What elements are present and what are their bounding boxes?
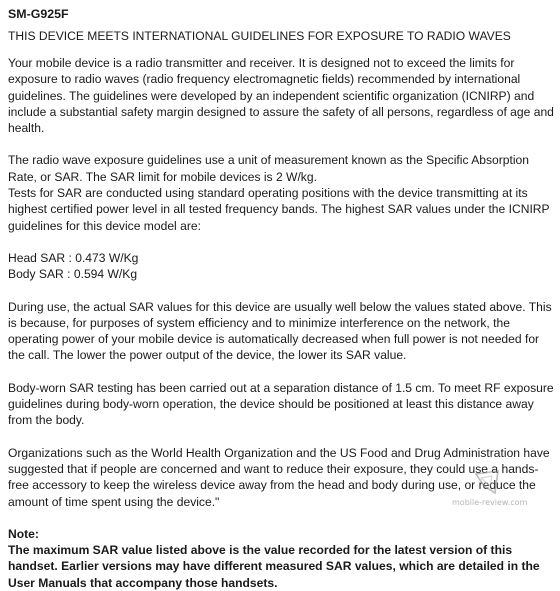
mobile-review-logo-icon bbox=[472, 468, 502, 498]
watermark bbox=[452, 468, 528, 510]
sar-definition-text: The radio wave exposure guidelines use a unit of measurement known as the Specific Absorption Rate, or SAR. The SAR limit for mobile devices is 2 W/kg. bbox=[8, 153, 530, 184]
paragraph-actual-sar: During use, the actual SAR values for this device are usually well below the values stated above. This is because, for purposes of system efficiency and to minimize interference on the network, the operating power of your mobile device is automatically decreased when full power is not needed for the call. The lower the power output of the device, the lower its SAR value. bbox=[8, 299, 552, 363]
document-headline: THIS DEVICE MEETS INTERNATIONAL GUIDELINES FOR EXPOSURE TO RADIO WAVES bbox=[8, 29, 511, 43]
body-sar-value: Body SAR : 0.594 W/Kg bbox=[8, 267, 138, 282]
sar-values bbox=[8, 250, 554, 283]
paragraph-organizations: Organizations such as the World Health Organization and the US Food and Drug Administration have suggested that if people are concerned and want to reduce their exposure, they could use a hands-free accessory to keep the wireless device away from the head and body during use, or reduce the amount of time spent using the device." bbox=[8, 445, 550, 509]
note-label: Note: bbox=[8, 526, 39, 541]
model-number: SM-G925F bbox=[8, 7, 69, 21]
watermark-text: mobile-review.com bbox=[452, 498, 528, 507]
paragraph-intro: Your mobile device is a radio transmitter and receiver. It is designed not to exceed the limits for exposure to radio waves (radio frequency electromagnetic fields) recommended by international guidelines. The guidelines were developed by an independent scientific organization (ICNIRP) and include a substantial safety margin designed to assure the safety of all persons, regardless of age and health. bbox=[8, 56, 554, 136]
head-sar-value: Head SAR : 0.473 W/Kg bbox=[8, 250, 139, 265]
paragraph-body-worn: Body-worn SAR testing has been carried out at a separation distance of 1.5 cm. To meet RF exposure guidelines during body-worn operation, the device should be positioned at least this distance away from the body. bbox=[8, 380, 554, 428]
note-text: The maximum SAR value listed above is the value recorded for the latest version of this handset. Earlier versions may have different measured SAR values, which are detailed in the User Manuals that accompany those handsets. bbox=[8, 543, 540, 590]
sar-testing-text: Tests for SAR are conducted using standard operating positions with the device transmitting at its highest certified power level in all tested frequency bands. The highest SAR values under the ICNIRP guidelines for this device model are: bbox=[8, 186, 550, 233]
paragraph-sar-definition bbox=[8, 152, 554, 233]
